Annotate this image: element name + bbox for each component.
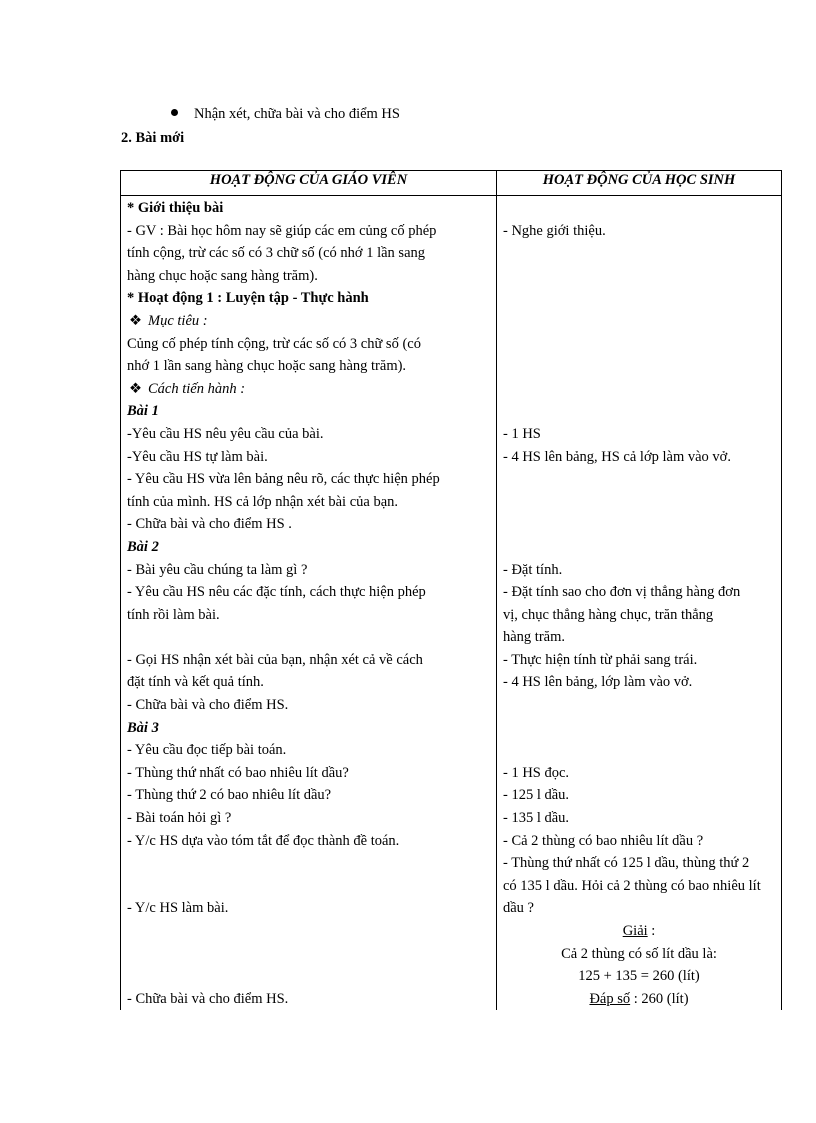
teacher-line: - Y/c HS dựa vào tóm tắt để đọc thành đề toán. [127, 832, 400, 849]
header-student: HOẠT ĐỘNG CỦA HỌC SINH [497, 171, 782, 196]
student-line: - Nghe giới thiệu. [503, 222, 606, 239]
student-line: - Đặt tính sao cho đơn vị thẳng hàng đơn [503, 584, 741, 601]
table-header-row [121, 171, 782, 196]
student-line: - 1 HS đọc. [503, 764, 570, 781]
table-body-row [121, 196, 782, 1011]
teacher-line: hàng chục hoặc sang hàng trăm). [127, 267, 318, 284]
teacher-line: - Thùng thứ nhất có bao nhiêu lít dầu? [127, 764, 349, 781]
exercise-3-heading: Bài 3 [127, 719, 159, 736]
student-column [497, 196, 782, 1011]
exercise-1-heading: Bài 1 [127, 403, 159, 420]
exercise-2-heading: Bài 2 [127, 538, 159, 555]
student-line: hàng trăm. [503, 629, 566, 646]
bullet-dot-icon [171, 109, 178, 116]
method-heading: ❖ Cách tiến hành : [129, 380, 246, 397]
teacher-line: tính cộng, trừ các số có 3 chữ số (có nhớ 1 lần sang [127, 245, 426, 262]
teacher-column [121, 196, 497, 1011]
student-line: có 135 l dầu. Hỏi cả 2 thùng có bao nhiêu lít [503, 877, 761, 894]
teacher-line: - Y/c HS làm bài. [127, 900, 229, 917]
teacher-line: - Gọi HS nhận xét bài của bạn, nhận xét cả về cách [127, 651, 423, 668]
activity-heading: * Hoạt động 1 : Luyện tập - Thực hành [127, 290, 369, 307]
teacher-line: tính rồi làm bài. [127, 606, 220, 623]
solution-line: Cả 2 thùng có số lít dầu là: [561, 945, 717, 962]
teacher-line: - Chữa bài và cho điểm HS. [127, 990, 289, 1007]
student-line: dầu ? [503, 900, 534, 917]
student-line: - Thùng thứ nhất có 125 l dầu, thùng thứ 2 [503, 855, 750, 872]
teacher-line: tính của mình. HS cả lớp nhận xét bài của bạn. [127, 493, 399, 510]
diamond-bullet-icon: ❖ [129, 312, 142, 329]
teacher-line: nhớ 1 lần sang hàng chục hoặc sang hàng trăm). [127, 358, 407, 375]
solution-answer: Đáp số : 260 (lít) [589, 990, 689, 1007]
teacher-line: Củng cố phép tính cộng, trừ các số có 3 chữ số (có [127, 335, 421, 352]
intro-heading: * Giới thiệu bài [127, 200, 224, 216]
student-line: - 1 HS [503, 425, 541, 442]
student-line: - Thực hiện tính từ phải sang trái. [503, 651, 698, 668]
teacher-line: - Thùng thứ 2 có bao nhiêu lít dầu? [127, 787, 332, 804]
solution-heading: Giải : [622, 923, 656, 939]
section-title: 2. Bài mới [121, 130, 185, 146]
header-teacher: HOẠT ĐỘNG CỦA GIÁO VIÊN [121, 171, 497, 196]
bullet-review [171, 104, 400, 124]
teacher-line: - Bài toán hỏi gì ? [127, 810, 232, 827]
student-line: vị, chục thẳng hàng chục, trăn thẳng [503, 606, 714, 623]
teacher-line: - Chữa bài và cho điểm HS . [127, 516, 292, 533]
diamond-bullet-icon: ❖ [129, 380, 142, 397]
student-line: - 4 HS lên bảng, lớp làm vào vở. [503, 674, 693, 691]
teacher-line: đặt tính và kết quả tính. [127, 674, 264, 691]
solution-equation: 125 + 135 = 260 (lít) [578, 968, 700, 985]
teacher-line: -Yêu cầu HS tự làm bài. [127, 448, 268, 465]
teacher-line: - Bài yêu cầu chúng ta làm gì ? [127, 561, 308, 578]
teacher-line: - Yêu cầu đọc tiếp bài toán. [127, 742, 287, 759]
teacher-line: -Yêu cầu HS nêu yêu cầu của bài. [127, 425, 324, 442]
teacher-line: - Chữa bài và cho điểm HS. [127, 697, 289, 714]
teacher-line: - GV : Bài học hôm nay sẽ giúp các em củng cố phép [127, 222, 437, 239]
student-line: - 4 HS lên bảng, HS cả lớp làm vào vở. [503, 448, 731, 465]
bullet-text: Nhận xét, chữa bài và cho điểm HS [194, 106, 400, 122]
student-line: - Đặt tính. [503, 561, 563, 578]
student-line: - Cả 2 thùng có bao nhiêu lít dầu ? [503, 832, 704, 849]
teacher-line: - Yêu cầu HS nêu các đặc tính, cách thực hiện phép [127, 584, 426, 601]
activity-table [120, 170, 782, 1010]
teacher-line: - Yêu cầu HS vừa lên bảng nêu rõ, các thực hiện phép [127, 471, 440, 488]
student-line: - 125 l dầu. [503, 787, 570, 804]
objective-heading: ❖ Mục tiêu : [129, 312, 208, 329]
student-line: - 135 l dầu. [503, 810, 570, 827]
